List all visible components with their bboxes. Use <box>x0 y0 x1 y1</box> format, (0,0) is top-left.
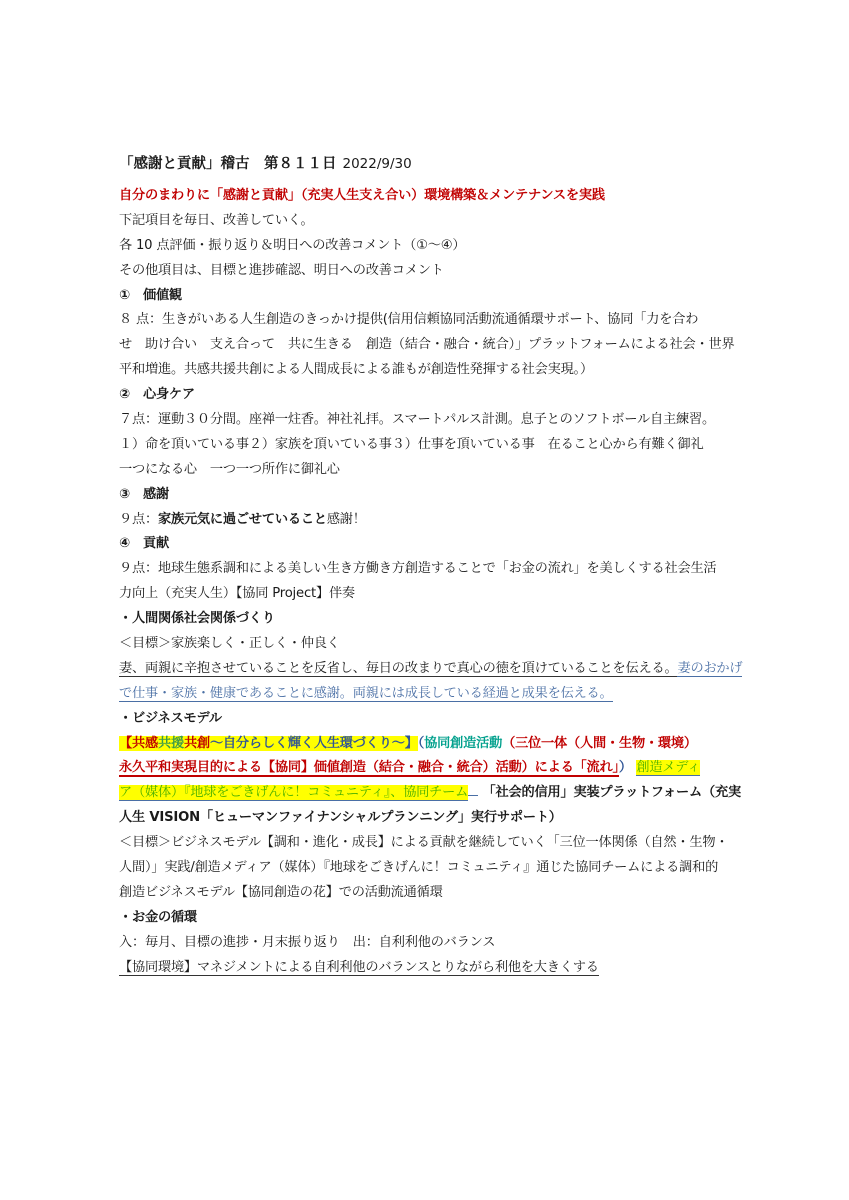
money-cycle-line <box>119 956 759 981</box>
biz-text-red: 永久平和実現目的による【協同】価値創造（結合・融合・統合）活動）による「流れ」 <box>119 760 619 776</box>
biz-text-blue: ） <box>618 760 632 776</box>
human-relations-text: 妻、両親に辛抱させていることを反省し、毎日の改まりで真心の徳を頂けていることを伝える。 <box>119 660 678 676</box>
section-values-line: ８ 点：生きがいある人生創造のきっかけ提供(信用信頼協同活動流通循環サポート、協同「力を合わ <box>119 312 699 328</box>
business-model-goal: ＜目標＞ビジネスモデル【調和・進化・成長】による貢献を継続していく「三位一体関係（自然・生物・ <box>119 835 729 851</box>
section-contribution-line: 力向上（充実人生）【協同 Project】伴奏 <box>119 586 355 602</box>
human-relations-line <box>119 657 759 682</box>
document-page <box>119 150 759 981</box>
biz-text-highlight: ア（媒体）『地球をごきげんに！コミュニティ』、協同チーム <box>119 785 469 801</box>
section-contribution-line: ９点：地球生態系調和による美しい生き方働き方創造することで「お金の流れ」を美しくする社会生活 <box>119 561 717 577</box>
biz-text-red: 共創 <box>183 735 210 751</box>
business-model-goal: 人間）」実践/創造メディア（媒体）『地球をごきげんに！コミュニティ』通じた協同チームによる調和的 <box>119 860 719 876</box>
section-gratitude-line <box>119 508 759 533</box>
intro-line: 下記項目を毎日、改善していく。 <box>119 212 314 228</box>
section-care-line: １）命を頂いている事２）家族を頂いている事３）仕事を頂いている事 在ること心から有難く御礼 <box>119 436 704 452</box>
human-relations-blue-text: 妻のおかげ <box>677 660 743 676</box>
business-model-line <box>119 756 759 781</box>
section-care-heading: ② 心身ケア <box>119 387 195 403</box>
business-model-line <box>119 781 759 806</box>
section-values-line: 平和増進。共感共援共創による人間成長による誰もが創造性発揮する社会実現。） <box>119 362 593 378</box>
biz-text-dark: 「社会的信用」実装プラットフォーム（充実 <box>482 785 741 801</box>
business-model-heading: ・ビジネスモデル <box>119 710 222 726</box>
gratitude-tail-text: 感謝！ <box>326 511 366 527</box>
human-relations-goal: ＜目標＞家族楽しく・正しく・仲良く <box>119 636 340 652</box>
biz-text-highlight: 創造メディ <box>636 760 701 776</box>
underline-gap <box>468 781 478 796</box>
section-gratitude-heading: ③ 感謝 <box>119 486 169 502</box>
title-text: 「感謝と貢献」稽古 第８１１日 <box>119 156 337 172</box>
biz-text-red: 【共感 <box>119 735 158 751</box>
section-contribution-heading: ④ 貢献 <box>119 536 169 552</box>
section-values-heading: ① 価値観 <box>119 287 182 303</box>
title-date: 2022/9/30 <box>342 156 412 172</box>
human-relations-blue-text: で仕事・家族・健康であることに感謝。両親には成長している経過と成果を伝える。 <box>119 685 613 701</box>
page-title <box>119 150 759 178</box>
intro-line: その他項目は、目標と進捗確認、明日への改善コメント <box>119 262 444 278</box>
biz-text-red: （三位一体（人間・生物・環境） <box>502 735 697 751</box>
human-relations-line <box>119 682 759 707</box>
money-cycle-underlined: 【協同環境】マネジメントによる自利利他のバランスとりながら利他を大きくする <box>119 959 599 975</box>
money-cycle-line: 入：毎月、目標の進捗・月末振り返り 出：自利利他のバランス <box>119 934 496 950</box>
gratitude-score: ９点： <box>119 511 158 527</box>
biz-text-green: 共援 <box>157 735 184 751</box>
business-model-goal: 創造ビジネスモデル【協同創造の花】での活動流通循環 <box>119 884 443 900</box>
intro-line: 各 10 点評価・振り返り＆明日への改善コメント（①～④） <box>119 237 466 253</box>
biz-text-blue: （ <box>417 735 425 751</box>
section-values-line: せ 助け合い 支え合って 共に生きる 創造（結合・融合・統合）」プラットフォームによる社会・世界 <box>119 337 735 353</box>
biz-text-blue: ～自分らしく輝く人生環づくり～】 <box>209 735 418 751</box>
biz-text-teal: 協同創造活動 <box>424 735 503 751</box>
gratitude-bold-text: 家族元気に過ごせていること <box>157 511 327 527</box>
human-relations-heading: ・人間関係社会関係づくり <box>119 611 275 627</box>
money-cycle-heading: ・お金の循環 <box>119 909 197 925</box>
business-model-line: 人生 VISION「ヒューマンファイナンシャルプランニング」実行サポート） <box>119 810 562 826</box>
intro-headline: 自分のまわりに「感謝と貢献」（充実人生支え合い）環境構築＆メンテナンスを実践 <box>119 188 605 203</box>
business-model-line <box>119 732 759 757</box>
section-care-line: ７点：運動３０分間。座禅一炷香。神社礼拝。スマートパルス計測。息子とのソフトボール自主練習。 <box>119 412 715 428</box>
section-care-line: 一つになる心 一つ一つ所作に御礼心 <box>119 461 340 477</box>
